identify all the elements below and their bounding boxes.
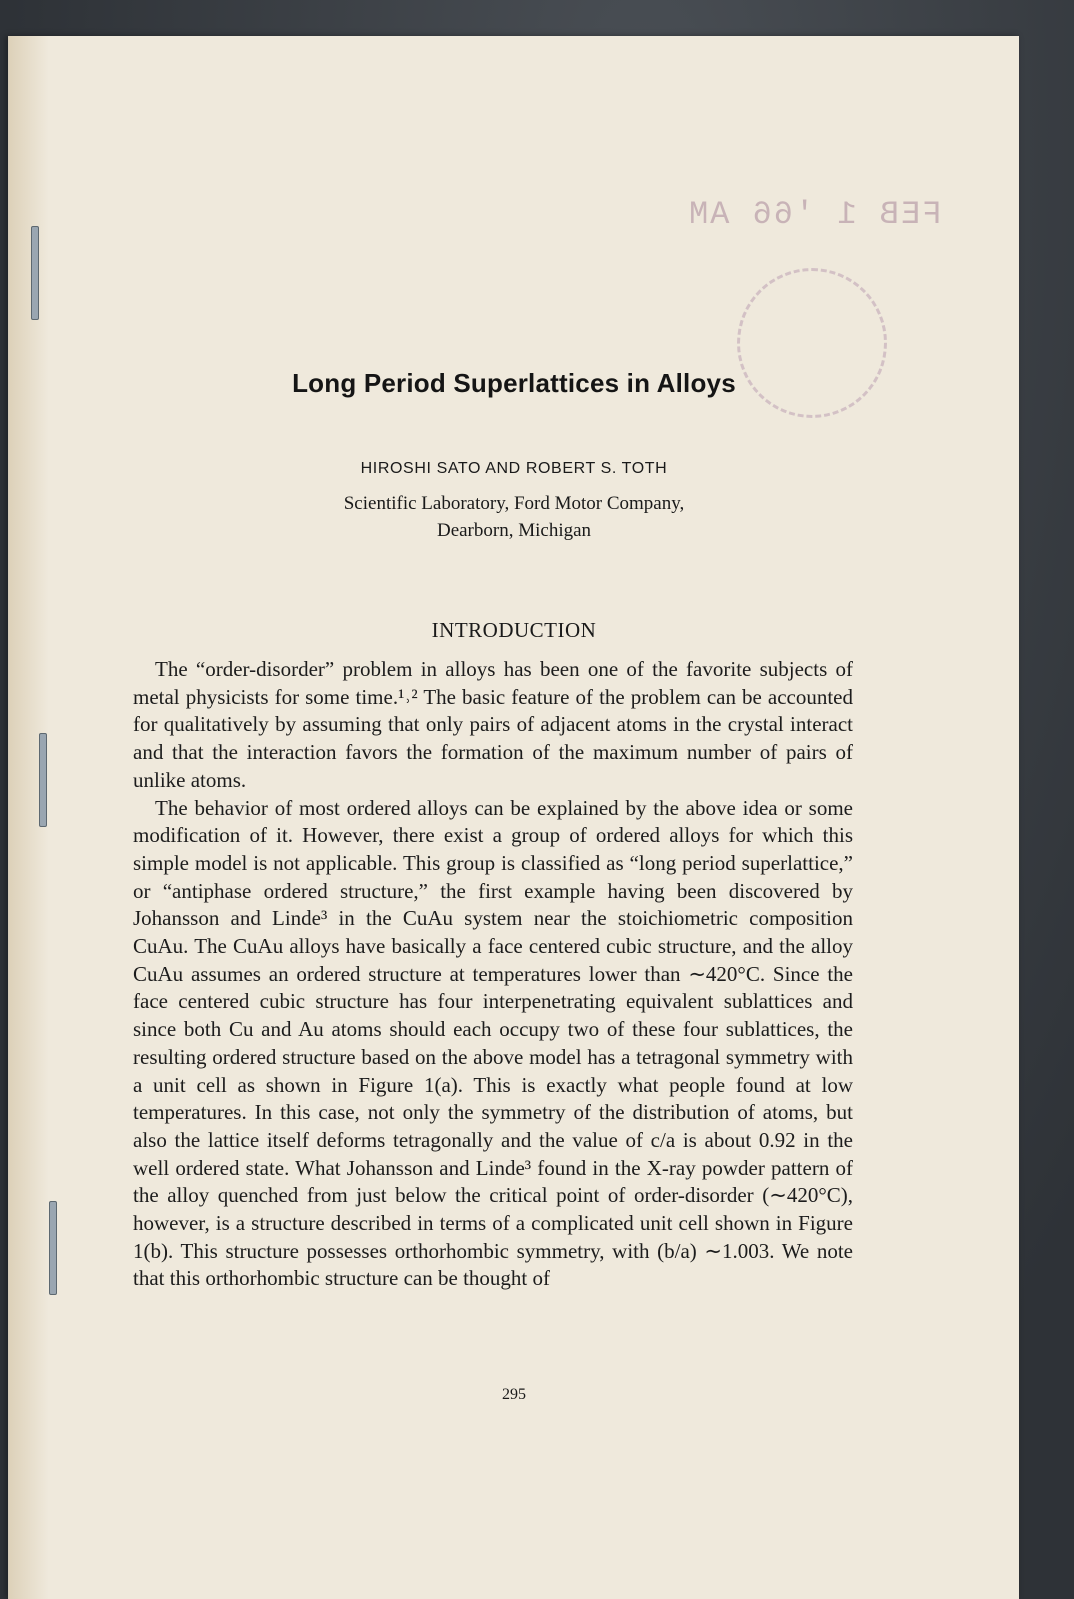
article-body <box>133 656 853 1293</box>
staple-icon <box>31 226 39 320</box>
paragraph: The behavior of most ordered alloys can be explained by the above idea or some modification of it. However, there exist a group of ordered alloys for which this simple model is not applicable. This group is classified as “long period superlattice,” or “antiphase ordered structure,” the first example having been discovered by Johansson and Linde³ in the CuAu system near the stoichiometric composition CuAu. The CuAu alloys have basically a face centered cubic structure, and the alloy CuAu assumes an ordered structure at temperatures lower than ∼420°C. Since the face centered cubic structure has four interpenetrating equivalent sublattices and since both Cu and Au atoms should each occupy two of these four sublattices, the resulting ordered structure based on the above model has a tetragonal symmetry with a unit cell as shown in Figure 1(a). This is exactly what people found at low temperatures. In this case, not only the symmetry of the distribution of atoms, but also the lattice itself deforms tetragonally and the value of c/a is about 0.92 in the well ordered state. What Johansson and Linde³ found in the X-ray powder pattern of the alloy quenched from just below the critical point of order-disorder (∼420°C), however, is a structure described in terms of a complicated unit cell shown in Figure 1(b). This structure possesses orthorhombic symmetry, with (b/a) ∼1.003. We note that this orthorhombic structure can be thought of <box>133 795 853 1291</box>
article-title: Long Period Superlattices in Alloys <box>292 368 736 398</box>
affiliation-line: Dearborn, Michigan <box>436 520 592 541</box>
page-number: 295 <box>502 1386 526 1403</box>
received-stamp: FEB 1 '66 AM <box>687 196 942 233</box>
document-page <box>8 36 1019 1599</box>
staple-icon <box>39 733 47 827</box>
staple-icon <box>49 1201 57 1295</box>
author-affiliation <box>9 490 1019 544</box>
affiliation-line: Scientific Laboratory, Ford Motor Company, <box>343 493 685 514</box>
section-heading: INTRODUCTION <box>431 618 597 642</box>
paragraph: The “order-disorder” problem in alloys has been one of the favorite subjects of metal physicists for some time.¹˒² The basic feature of the problem can be accounted for qualitatively by assuming that only pairs of adjacent atoms in the crystal interact and that the interaction favors the formation of the maximum number of pairs of unlike atoms. <box>133 657 853 792</box>
article-authors: HIROSHI SATO AND ROBERT S. TOTH <box>360 460 668 477</box>
